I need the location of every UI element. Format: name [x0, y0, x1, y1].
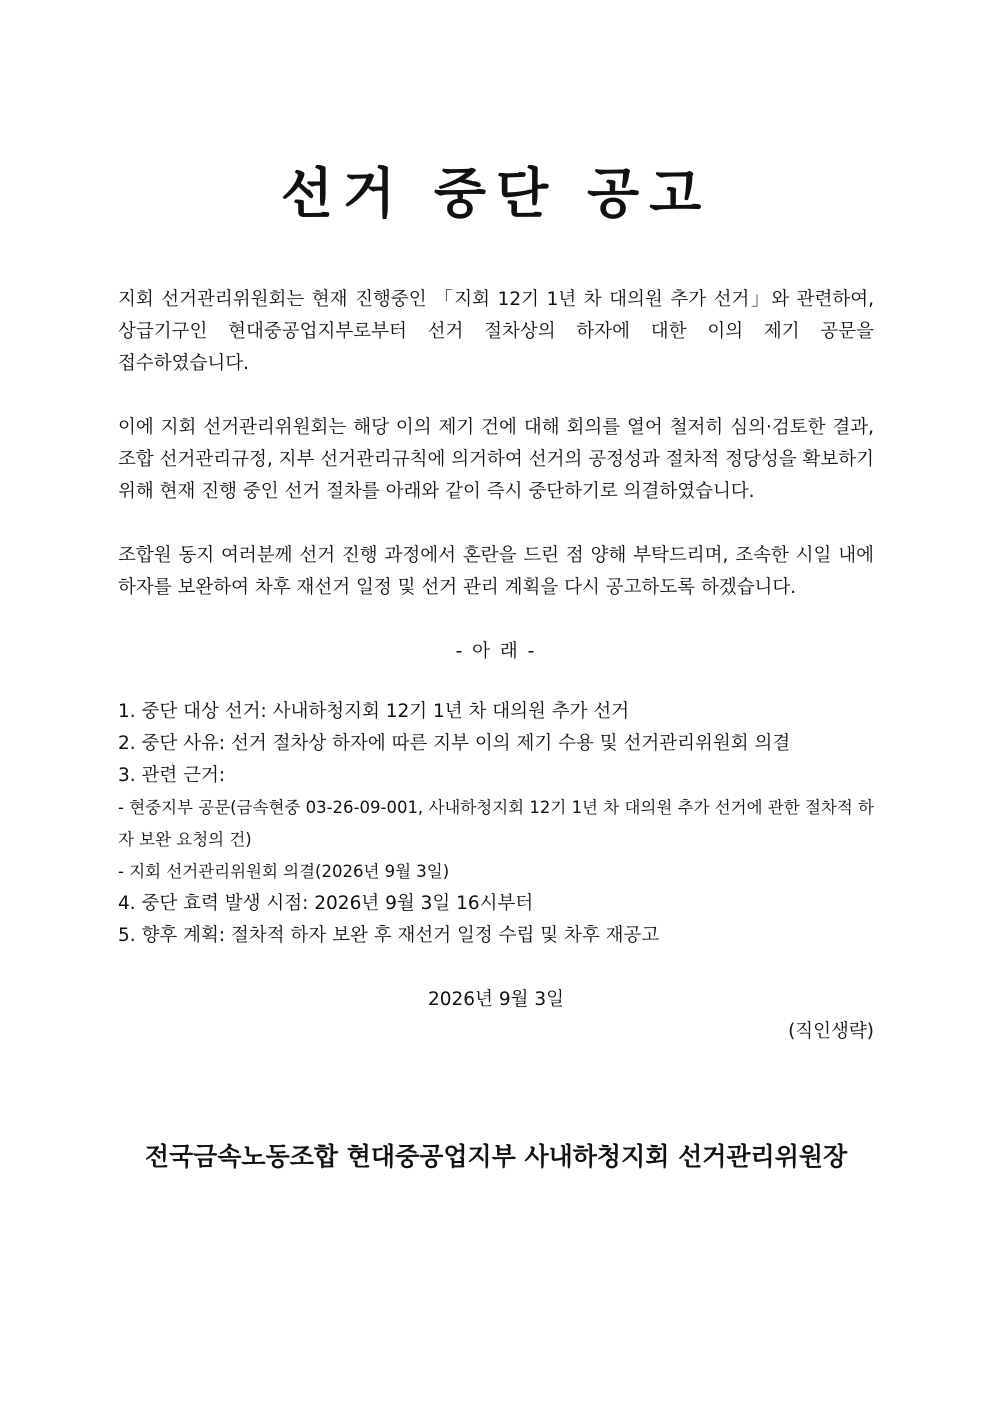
list-item-future-plan: 5. 향후 계획: 절차적 하자 보완 후 재선거 일정 수립 및 차후 재공고 — [118, 925, 660, 946]
page-title: 선거 중단 공고 — [280, 161, 712, 225]
list-item-basis-heading: 3. 관련 근거: — [118, 765, 226, 786]
paragraph-apology-and-plan: 조합원 동지 여러분께 선거 진행 과정에서 혼란을 드린 점 양해 부탁드리며, 조속한 시일 내에 하자를 보완하여 차후 재선거 일정 및 선거 관리 계획을 다시 공고하도록 하겠습니다. — [118, 545, 874, 598]
details-list — [118, 696, 874, 952]
list-item-target-election: 1. 중단 대상 선거: 사내하청지회 12기 1년 차 대의원 추가 선거 — [118, 701, 630, 722]
list-item-basis-official-letter: - 현중지부 공문(금속현중 03-26-09-001, 사내하청지회 12기 1년 차 대의원 추가 선거에 관한 절차적 하자 보완 요청의 건) — [118, 798, 874, 849]
list-item-effective-time: 4. 중단 효력 발생 시점: 2026년 9월 3일 16시부터 — [118, 893, 534, 914]
notice-date: 2026년 9월 3일 — [428, 989, 564, 1010]
list-item-basis-committee-resolution: - 지회 선거관리위원회 의결(2026년 9월 3일) — [118, 862, 450, 881]
paragraph-objection-received: 지회 선거관리위원회는 현재 진행중인 「지회 12기 1년 차 대의원 추가 선거」와 관련하여, 상급기구인 현대중공업지부로부터 선거 절차상의 하자에 대한 이의 제기 공문을 접수하였습니다. — [118, 289, 874, 374]
paragraph-suspension-decision: 이에 지회 선거관리위원회는 해당 이의 제기 건에 대해 회의를 열어 철저히 심의·검토한 결과, 조합 선거관리규정, 지부 선거관리규칙에 의거하여 선거의 공정성과 절차적 정당성을 확보하기 위해 현재 진행 중인 선거 절차를 아래와 같이 즉시 중단하기로 의결하였습니다. — [118, 417, 874, 502]
seal-omitted-note: (직인생략) — [788, 1021, 874, 1042]
issuer-signature: 전국금속노동조합 현대중공업지부 사내하청지회 선거관리위원장 — [144, 1142, 848, 1171]
list-item-suspension-reason: 2. 중단 사유: 선거 절차상 하자에 따른 지부 이의 제기 수용 및 선거관리위원회 의결 — [118, 733, 791, 754]
notice-body — [118, 284, 874, 1048]
details-marker: - 아 래 - — [455, 641, 537, 662]
